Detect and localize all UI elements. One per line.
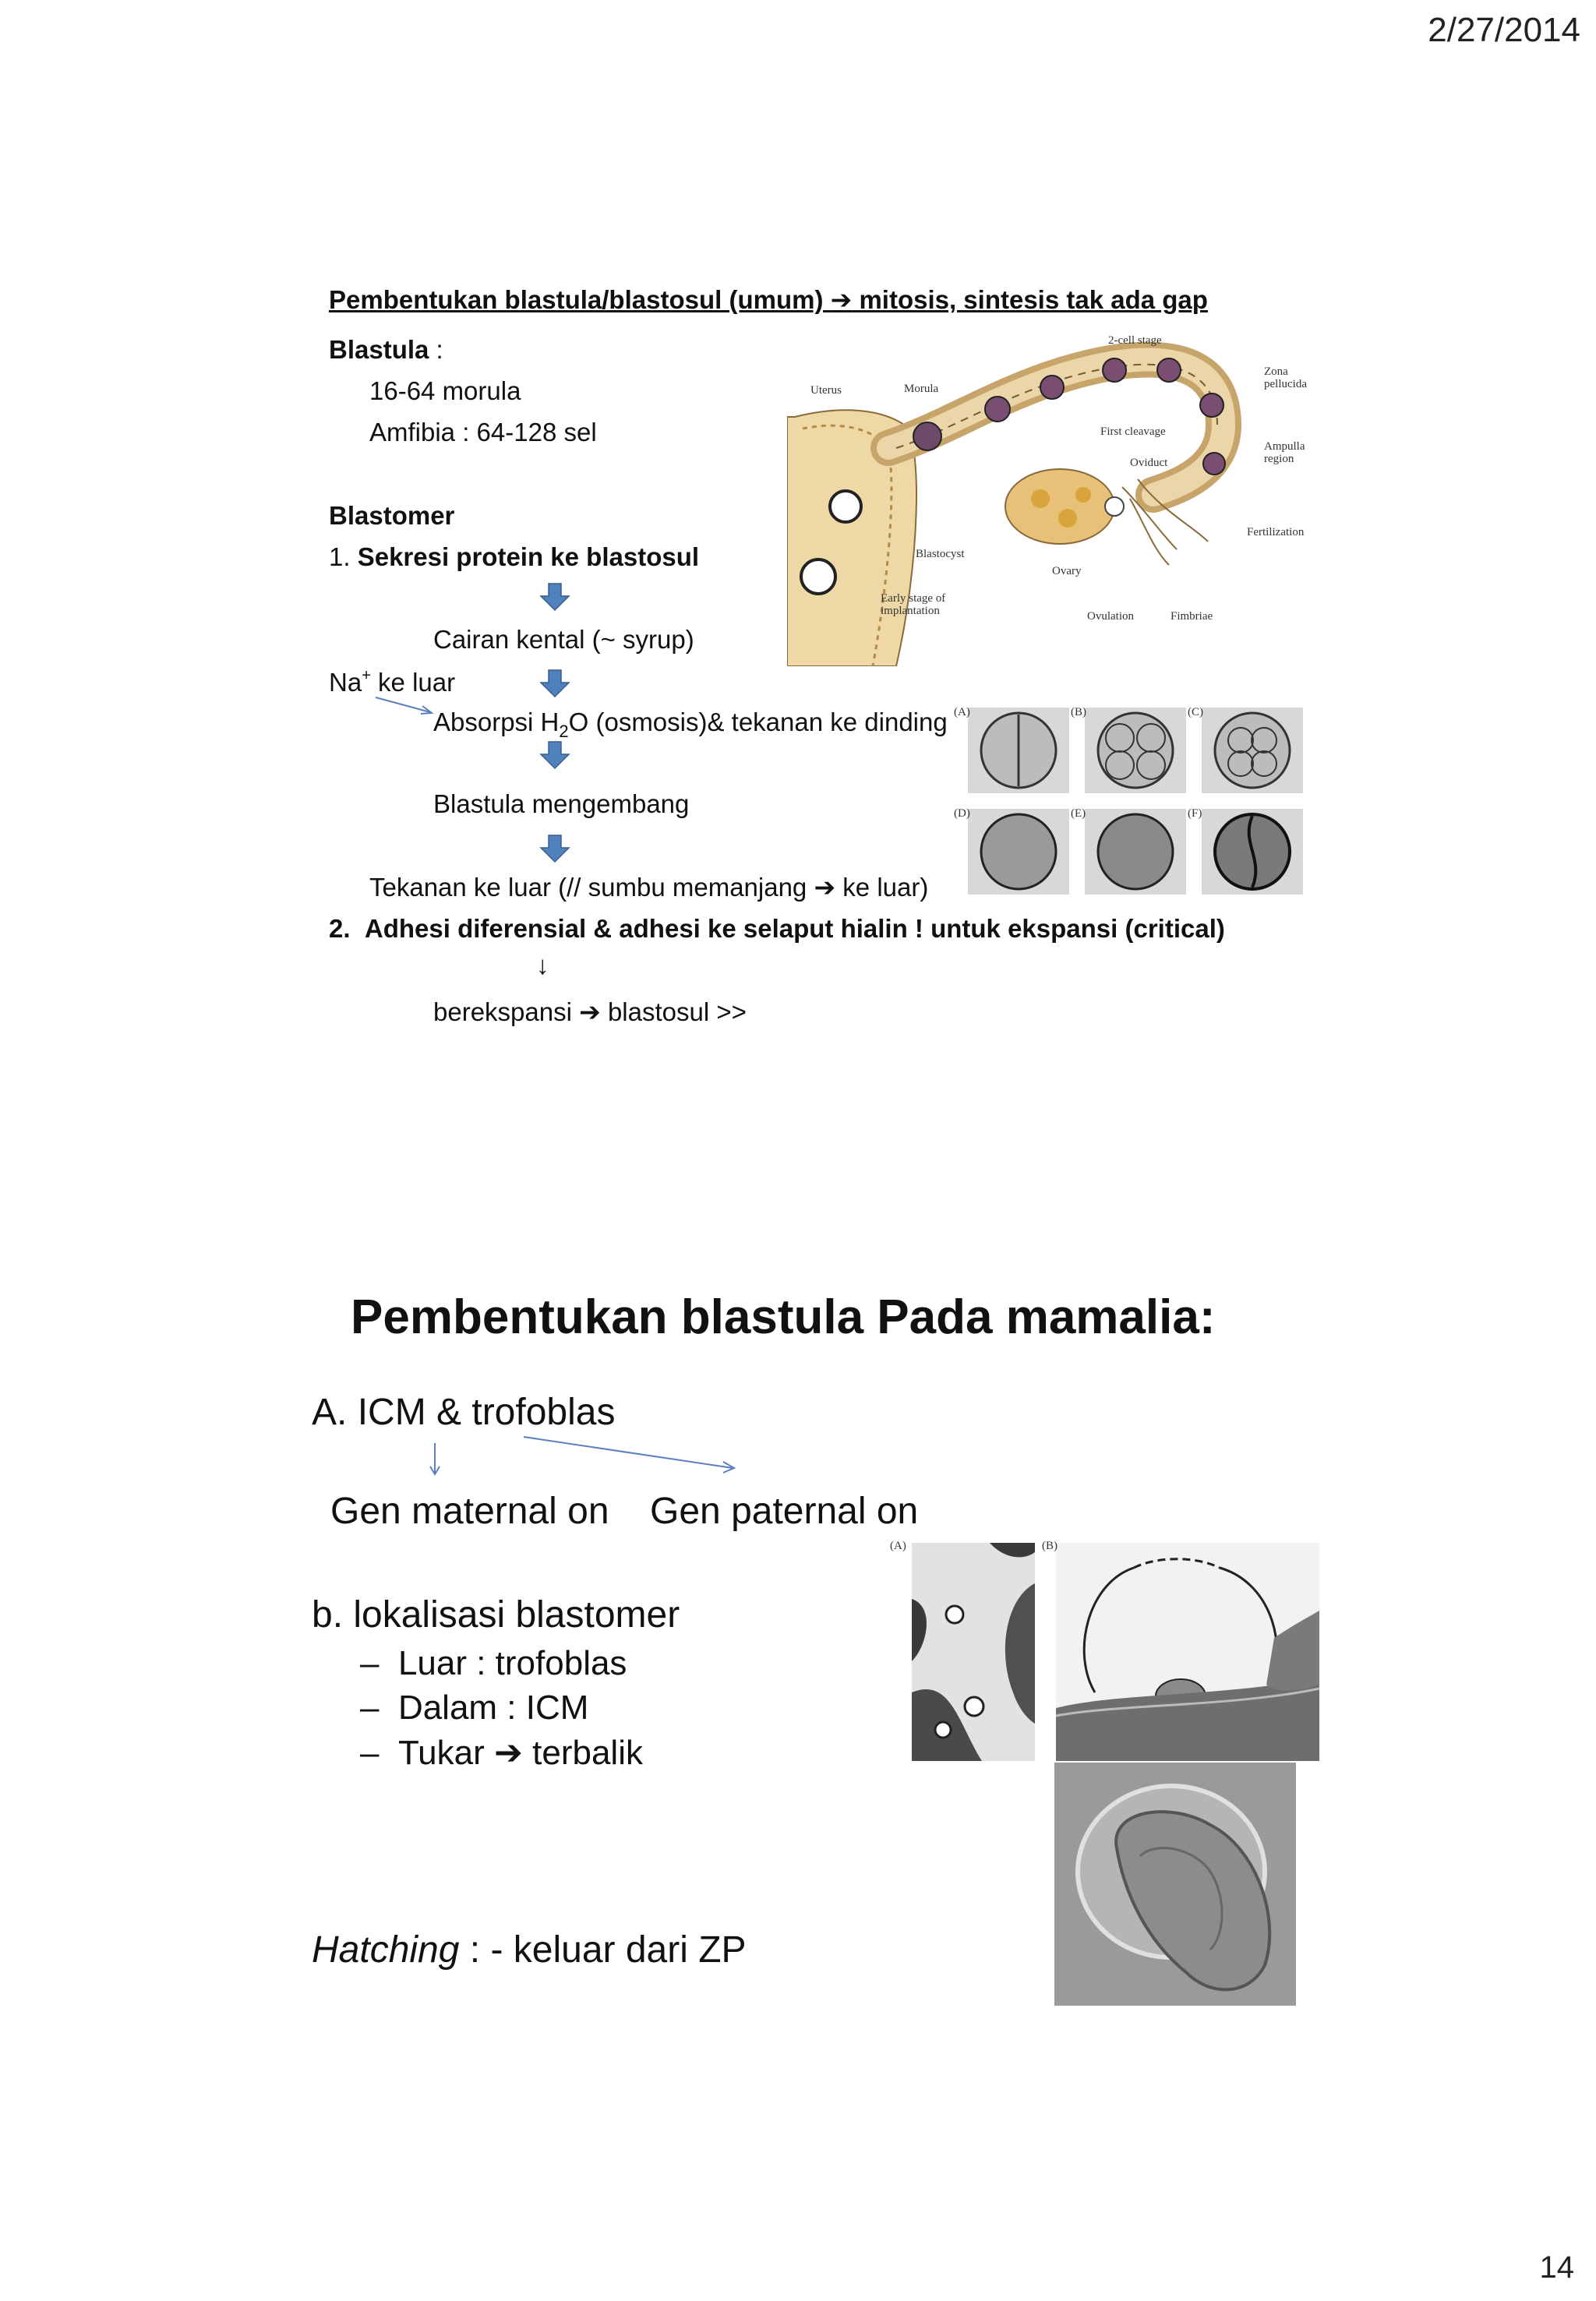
svg-text:Fimbriae: Fimbriae xyxy=(1171,610,1213,623)
page-number: 14 xyxy=(1539,2250,1574,2285)
item1: 1. Sekresi protein ke blastosul xyxy=(329,542,700,571)
reproductive-tract-figure xyxy=(787,331,1325,666)
blastula-heading: Blastula : xyxy=(329,335,443,364)
hatching-line: Hatching : - keluar dari ZP xyxy=(312,1929,747,1971)
svg-text:Ampulla: Ampulla xyxy=(1264,440,1305,453)
down-thin-arrow-icon: ↓ xyxy=(536,951,549,979)
bullet-dalam: – Dalam : ICM xyxy=(360,1689,589,1727)
svg-text:Ovulation: Ovulation xyxy=(1087,610,1134,623)
svg-text:region: region xyxy=(1264,453,1294,465)
svg-text:Zona: Zona xyxy=(1264,365,1288,378)
tekanan-line: Tekanan ke luar (// sumbu memanjang ➔ ke luar) xyxy=(369,873,929,902)
svg-text:(F): (F) xyxy=(1188,807,1202,820)
amfibia-line: Amfibia : 64-128 sel xyxy=(369,418,597,446)
svg-text:(C): (C) xyxy=(1188,706,1203,718)
svg-text:2-cell stage: 2-cell stage xyxy=(1108,334,1162,347)
svg-text:Oviduct: Oviduct xyxy=(1130,457,1168,469)
down-arrow-icon xyxy=(539,740,570,770)
slide1-title: Pembentukan blastula/blastosul (umum) ➔ mitosis, sintesis tak ada gap xyxy=(329,285,1208,314)
svg-text:Morula: Morula xyxy=(904,383,939,395)
cairan-line: Cairan kental (~ syrup) xyxy=(433,625,694,654)
na-line: Na+ ke luar xyxy=(329,667,456,697)
svg-text:Blastocyst: Blastocyst xyxy=(916,548,965,560)
berekspansi-line: berekspansi ➔ blastosul >> xyxy=(433,997,747,1026)
bullet-tukar: – Tukar ➔ terbalik xyxy=(360,1734,643,1772)
svg-text:(B): (B) xyxy=(1042,1540,1058,1552)
down-arrow-icon xyxy=(539,834,570,863)
svg-text:Fertilization: Fertilization xyxy=(1247,526,1305,538)
svg-text:(B): (B) xyxy=(1071,706,1086,718)
svg-text:(A): (A) xyxy=(954,706,970,718)
svg-text:pellucida: pellucida xyxy=(1264,378,1307,390)
absorpsi-line: Absorpsi $H_2O$ (osmosis)& tekanan ke dinding xyxy=(433,708,948,741)
page-date: 2/27/2014 xyxy=(1428,11,1580,49)
right-arrow-icon: ➔ xyxy=(579,997,601,1026)
svg-text:Early stage of: Early stage of xyxy=(881,592,946,605)
slide2-title: Pembentukan blastula Pada mamalia: xyxy=(351,1290,1216,1344)
gen-maternal: Gen maternal on xyxy=(330,1491,609,1532)
right-arrow-icon: ➔ xyxy=(830,285,853,314)
thin-arrow-icon xyxy=(374,695,436,718)
morula-line: 16-64 morula xyxy=(369,376,521,405)
item2: 2. Adhesi diferensial & adhesi ke selaput hialin ! untuk ekspansi (critical) xyxy=(329,914,1225,943)
item-a: A. ICM & trofoblas xyxy=(312,1392,616,1433)
svg-text:Uterus: Uterus xyxy=(810,384,842,397)
svg-text:Ovary: Ovary xyxy=(1052,565,1082,577)
down-thin-arrow-icon xyxy=(427,1442,443,1477)
blastocyst-photo-a xyxy=(888,1537,1036,1763)
hatching-photo xyxy=(1054,1763,1296,2006)
item-b: b. lokalisasi blastomer xyxy=(312,1594,680,1636)
down-arrow-icon xyxy=(539,582,570,612)
cleavage-micrographs xyxy=(952,703,1319,904)
blastocyst-photo-b xyxy=(1040,1537,1321,1763)
svg-text:(D): (D) xyxy=(954,807,970,820)
mengembang-line: Blastula mengembang xyxy=(433,789,690,818)
gen-paternal: Gen paternal on xyxy=(650,1491,919,1532)
right-arrow-icon: ➔ xyxy=(494,1734,523,1772)
down-arrow-icon xyxy=(539,669,570,698)
svg-text:(A): (A) xyxy=(890,1540,906,1552)
thin-arrow-icon xyxy=(522,1434,740,1474)
svg-text:First cleavage: First cleavage xyxy=(1100,425,1166,438)
bullet-luar: – Luar : trofoblas xyxy=(360,1644,627,1682)
right-arrow-icon: ➔ xyxy=(814,873,836,902)
blastomer-heading: Blastomer xyxy=(329,501,455,530)
svg-text:(E): (E) xyxy=(1071,807,1086,820)
svg-text:implantation: implantation xyxy=(881,605,940,617)
